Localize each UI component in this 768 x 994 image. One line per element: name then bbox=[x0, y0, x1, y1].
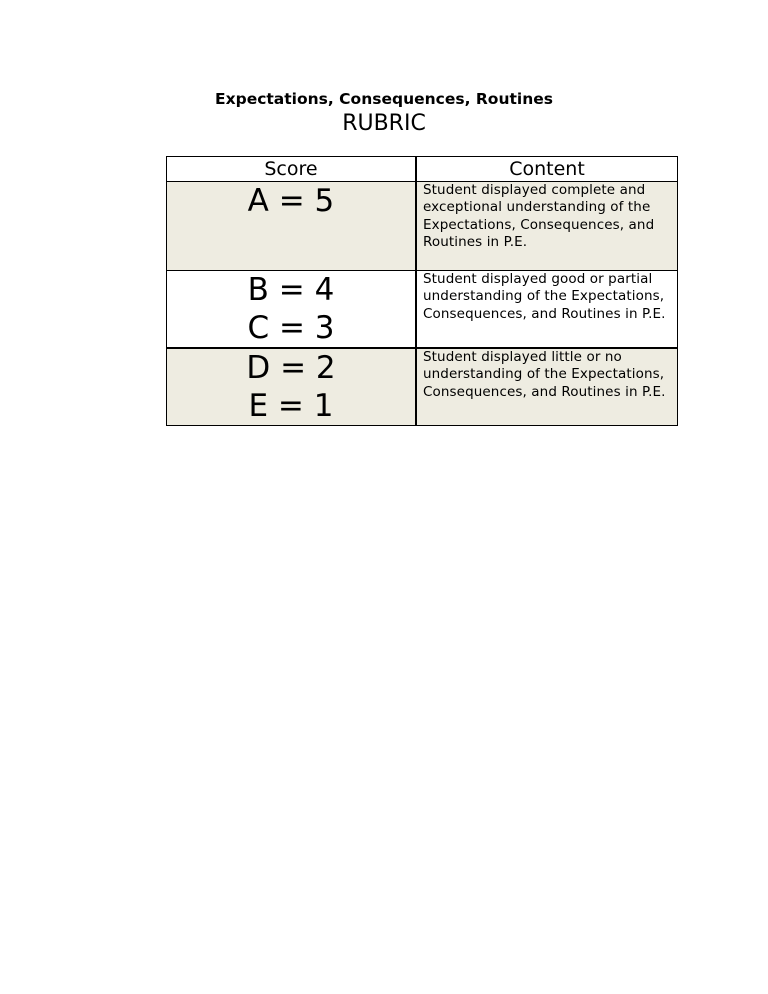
score-cell bbox=[167, 271, 416, 349]
header-score: Score bbox=[167, 157, 416, 182]
table-header-row bbox=[167, 157, 678, 182]
rubric-table bbox=[166, 156, 678, 426]
table-row bbox=[167, 348, 678, 426]
score-value: E = 1 bbox=[248, 388, 334, 424]
header-content: Content bbox=[416, 157, 678, 182]
score-value: D = 2 bbox=[246, 350, 336, 386]
content-cell: Student displayed little or no understanding of the Expectations, Consequences, and Routines in P.E. bbox=[416, 348, 678, 426]
content-cell: Student displayed complete and exceptional understanding of the Expectations, Consequences, and Routines in P.E. bbox=[416, 182, 678, 271]
content-cell: Student displayed good or partial understanding of the Expectations, Consequences, and Routines in P.E. bbox=[416, 271, 678, 349]
score-cell bbox=[167, 348, 416, 426]
table-row bbox=[167, 182, 678, 271]
table-row bbox=[167, 271, 678, 349]
score-value: C = 3 bbox=[247, 310, 335, 346]
document-title: Expectations, Consequences, Routines bbox=[215, 90, 553, 108]
score-value: B = 4 bbox=[247, 272, 335, 308]
document-subtitle: RUBRIC bbox=[342, 111, 426, 136]
score-value: A = 5 bbox=[247, 183, 335, 219]
score-cell bbox=[167, 182, 416, 271]
